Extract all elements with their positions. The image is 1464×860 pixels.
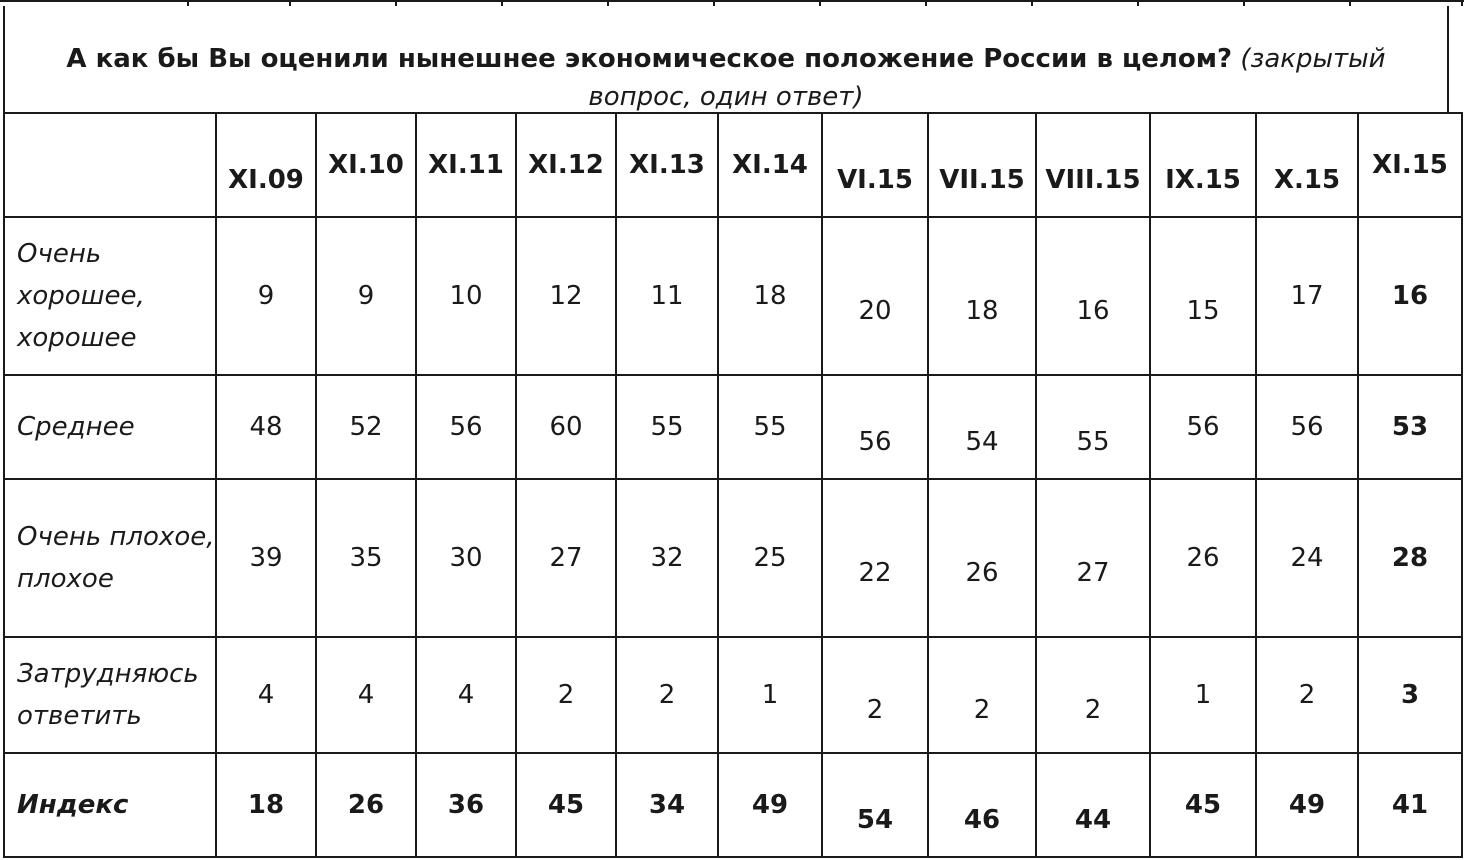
column-header: XI.12 [516, 113, 616, 217]
column-header: XI.13 [616, 113, 718, 217]
table-cell: 2 [1256, 637, 1358, 753]
column-header: XI.09 [216, 113, 316, 217]
table-cell: 35 [316, 479, 416, 637]
column-header: XI.10 [316, 113, 416, 217]
table-cell: 25 [718, 479, 822, 637]
row-label: Среднее [4, 375, 216, 479]
table-cell: 18 [718, 217, 822, 375]
table-cell: 12 [516, 217, 616, 375]
table-cell: 26 [316, 753, 416, 857]
table-cell: 2 [822, 637, 928, 753]
table-row [4, 479, 1462, 637]
column-header: VIII.15 [1036, 113, 1150, 217]
table-cell: 9 [316, 217, 416, 375]
table-cell: 44 [1036, 753, 1150, 857]
column-header: VII.15 [928, 113, 1036, 217]
table-row [4, 637, 1462, 753]
row-label: Затрудняюсь ответить [4, 637, 216, 753]
table-cell: 45 [1150, 753, 1256, 857]
question-note: (закрытый вопрос, один ответ) [588, 44, 1386, 112]
table-cell: 55 [616, 375, 718, 479]
column-header: VI.15 [822, 113, 928, 217]
table-cell: 22 [822, 479, 928, 637]
table-cell: 49 [718, 753, 822, 857]
table-cell: 27 [516, 479, 616, 637]
table-cell: 16 [1358, 217, 1462, 375]
table-cell: 56 [1256, 375, 1358, 479]
table-cell: 54 [822, 753, 928, 857]
table-cell: 24 [1256, 479, 1358, 637]
question-caption [3, 6, 1449, 112]
table-cell: 54 [928, 375, 1036, 479]
table-cell: 49 [1256, 753, 1358, 857]
table-cell: 4 [416, 637, 516, 753]
header-row [4, 113, 1462, 217]
table-cell: 55 [1036, 375, 1150, 479]
table-cell: 36 [416, 753, 516, 857]
table-cell: 27 [1036, 479, 1150, 637]
table-cell: 4 [316, 637, 416, 753]
table-cell: 53 [1358, 375, 1462, 479]
row-label: Индекс [4, 753, 216, 857]
column-header: XI.11 [416, 113, 516, 217]
table-cell: 28 [1358, 479, 1462, 637]
table-cell: 11 [616, 217, 718, 375]
table-cell: 41 [1358, 753, 1462, 857]
table-cell: 52 [316, 375, 416, 479]
table-cell: 39 [216, 479, 316, 637]
table-row [4, 217, 1462, 375]
table-cell: 60 [516, 375, 616, 479]
table-cell: 56 [1150, 375, 1256, 479]
table-cell: 4 [216, 637, 316, 753]
corner-cell [4, 113, 216, 217]
table-cell: 2 [928, 637, 1036, 753]
table-cell: 2 [1036, 637, 1150, 753]
table-cell: 56 [822, 375, 928, 479]
table-cell: 18 [928, 217, 1036, 375]
column-header: XI.14 [718, 113, 822, 217]
table-cell: 2 [616, 637, 718, 753]
table-cell: 26 [1150, 479, 1256, 637]
table-cell: 45 [516, 753, 616, 857]
table-cell: 15 [1150, 217, 1256, 375]
question-text: А как бы Вы оценили нынешнее экономическое положение России в целом? [66, 44, 1233, 74]
row-label: Очень плохое, плохое [4, 479, 216, 637]
table-cell: 30 [416, 479, 516, 637]
column-header: XI.15 [1358, 113, 1462, 217]
table-cell: 18 [216, 753, 316, 857]
table-cell: 16 [1036, 217, 1150, 375]
table-cell: 2 [516, 637, 616, 753]
table-cell: 10 [416, 217, 516, 375]
table-cell: 56 [416, 375, 516, 479]
column-header: X.15 [1256, 113, 1358, 217]
table-cell: 55 [718, 375, 822, 479]
table-cell: 32 [616, 479, 718, 637]
row-label: Очень хорошее, хорошее [4, 217, 216, 375]
table-row [4, 753, 1462, 857]
table-cell: 17 [1256, 217, 1358, 375]
table-cell: 1 [1150, 637, 1256, 753]
table-cell: 3 [1358, 637, 1462, 753]
table-cell: 1 [718, 637, 822, 753]
table-cell: 20 [822, 217, 928, 375]
column-header: IX.15 [1150, 113, 1256, 217]
table-cell: 34 [616, 753, 718, 857]
survey-table [3, 112, 1463, 858]
table-cell: 48 [216, 375, 316, 479]
table-row [4, 375, 1462, 479]
table-cell: 9 [216, 217, 316, 375]
table-cell: 26 [928, 479, 1036, 637]
table-cell: 46 [928, 753, 1036, 857]
